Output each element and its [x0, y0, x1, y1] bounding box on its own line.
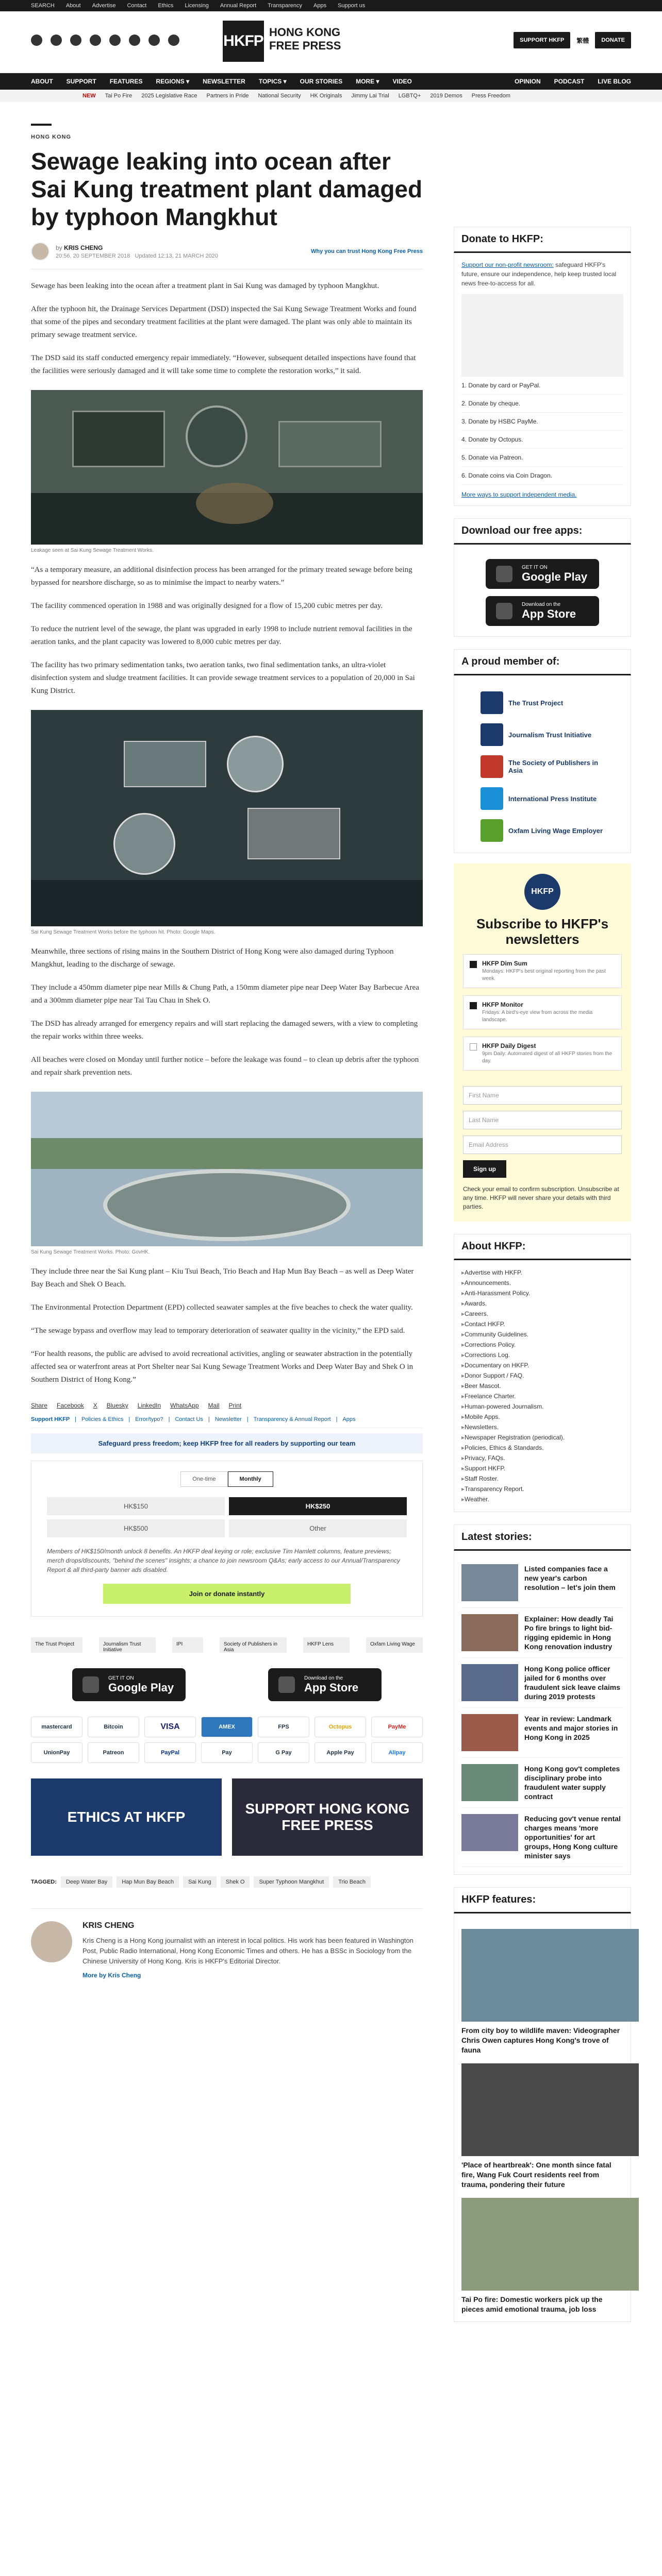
story-item[interactable]: Reducing gov't venue rental charges means 'more opportunities' for art groups, Hong Kong culture minister says — [461, 1808, 623, 1867]
article-paragraph: The facility commenced operation in 1988 and was originally designed for a flow of 15,200 cubic metres per day. — [31, 602, 383, 610]
sopa-logo[interactable]: Society of Publishers in Asia — [220, 1637, 287, 1653]
donate-panel — [454, 253, 631, 506]
app-store-button[interactable]: Download on the App Store — [268, 1668, 382, 1701]
app-store-button[interactable]: Download on the App Store — [486, 596, 599, 626]
donate-image — [461, 294, 623, 377]
share-linkedin[interactable]: LinkedIn — [137, 1402, 161, 1409]
oxfam-logo[interactable]: Oxfam Living Wage — [366, 1637, 423, 1653]
member-logo[interactable]: Oxfam Living Wage Employer — [481, 819, 604, 842]
article-paragraph: “The sewage bypass and overflow may lead to temporary deterioration of seawater quality in the vicinity,” the EPD said. — [31, 1327, 405, 1335]
nav-features[interactable]: FEATURES — [109, 78, 143, 85]
newsletter-signup — [454, 863, 631, 1222]
about-link[interactable]: ▸ Newsletters. — [461, 1422, 623, 1432]
payment-logo[interactable]: Pay — [201, 1742, 253, 1763]
sidebar — [454, 227, 631, 2322]
main-nav — [0, 73, 662, 90]
topbar-search[interactable]: SEARCH — [31, 3, 55, 9]
about-link[interactable]: ▸ Advertise with HKFP. — [461, 1267, 623, 1278]
tag[interactable]: Shek O — [221, 1876, 250, 1888]
member-logo[interactable]: Journalism Trust Initiative — [481, 723, 604, 747]
feature-image[interactable] — [461, 2198, 639, 2291]
about-link[interactable]: ▸ Staff Roster. — [461, 1473, 623, 1484]
checkbox-icon[interactable] — [470, 1043, 477, 1050]
trending-item[interactable]: 2025 Legislative Race — [141, 93, 197, 99]
author-link[interactable]: KRIS CHENG — [64, 244, 103, 251]
sidebar-heading: A proud member of: — [454, 649, 631, 675]
story-item[interactable]: Explainer: How deadly Tai Po fire brings to light bid-rigging epidemic in Hong Kong renovation industry — [461, 1608, 623, 1658]
feature-item[interactable]: Tai Po fire: Domestic workers pick up the pieces amid emotional trauma, job loss — [461, 2198, 623, 2314]
payment-logo[interactable]: AMEX — [201, 1717, 253, 1737]
about-link[interactable]: ▸ Contact HKFP. — [461, 1319, 623, 1329]
story-item[interactable]: Year in review: Landmark events and major stories in Hong Kong in 2025 — [461, 1708, 623, 1758]
first-name-input[interactable]: First Name — [463, 1086, 622, 1105]
article-category[interactable]: HONG KONG — [31, 134, 72, 140]
topbar-about[interactable]: About — [65, 3, 81, 9]
share-x[interactable]: X — [93, 1402, 97, 1409]
newsletter-heading: Subscribe to HKFP's newsletters — [476, 916, 609, 947]
donate-note: Members of HK$150/month unlock 8 benefits. An HKFP deal keying or role; exclusive Tim Hamlett columns, feature previews; merch drops/discounts, "behind the scenes" insights; a chance to join newsroom Q&As; early access to our Annual/Transparency Report & all third-party banner ads disabled. — [47, 1548, 400, 1573]
jti-icon — [481, 723, 503, 746]
features-list — [454, 1913, 631, 2322]
nav-topics[interactable]: TOPICS ▾ — [258, 78, 287, 85]
topbar-advertise[interactable]: Advertise — [92, 3, 116, 9]
payment-logo[interactable]: Alipay — [371, 1742, 423, 1763]
about-link[interactable]: ▸ Weather. — [461, 1494, 623, 1504]
payment-logo[interactable]: FPS — [258, 1717, 309, 1737]
trending-nav — [0, 90, 662, 102]
x-icon[interactable] — [51, 35, 62, 46]
about-link[interactable]: ▸ Documentary on HKFP. — [461, 1360, 623, 1370]
payment-logo[interactable]: Apple Pay — [315, 1742, 366, 1763]
more-ways-link[interactable]: More ways to support independent media. — [461, 491, 577, 498]
tag[interactable]: Super Typhoon Mangkhut — [254, 1876, 329, 1888]
sopa-icon — [481, 755, 503, 778]
about-link[interactable]: ▸ Privacy, FAQs. — [461, 1453, 623, 1463]
about-panel — [454, 1260, 631, 1512]
newsletter-option-monitor[interactable]: HKFP Monitor Fridays: A bird's-eye view from across the media landscape. — [463, 995, 622, 1029]
article-paragraph: All beaches were closed on Monday until further notice – before the leakage was found – to clean up debris after the typhoon and repair shark prevention nets. — [31, 1056, 419, 1077]
support-hkfp-button[interactable]: SUPPORT HKFP — [514, 32, 570, 48]
trending-item[interactable]: National Security — [258, 93, 301, 99]
feature-item[interactable]: 'Place of heartbreak': One month since fatal fire, Wang Fuk Court residents reel from trauma, pondering their future — [461, 2063, 623, 2190]
ipi-logo[interactable]: IPI — [172, 1637, 203, 1653]
instagram-icon[interactable] — [70, 35, 81, 46]
newsletter-option-daily-digest[interactable]: HKFP Daily Digest 9pm Daily: Automated digest of all HKFP stories from the day. — [463, 1037, 622, 1071]
author-name[interactable]: KRIS CHENG — [82, 1921, 135, 1930]
nav-podcast[interactable]: PODCAST — [554, 78, 585, 85]
threads-icon[interactable] — [90, 35, 101, 46]
nav-more[interactable]: MORE ▾ — [356, 78, 379, 85]
hkfp-lens-logo[interactable]: HKFP Lens — [303, 1637, 350, 1653]
topbar-ethics[interactable]: Ethics — [158, 3, 174, 9]
about-link[interactable]: ▸ Transparency Report. — [461, 1484, 623, 1494]
article-paragraph: They include a 450mm diameter pipe near Mills & Chung Path, a 150mm diameter pipe near Deep Water Bay Barbecue Area and a 300mm diameter pipe near Tai Tau Chau in Shek O. — [31, 984, 419, 1005]
payment-logo[interactable]: PayPal — [144, 1742, 196, 1763]
story-item[interactable]: Hong Kong police officer jailed for 6 months over fraudulent sick leave claims during 2019 protests — [461, 1658, 623, 1708]
members-panel — [454, 675, 631, 853]
google-play-icon — [82, 1676, 99, 1693]
about-link[interactable]: ▸ Announcements. — [461, 1278, 623, 1288]
newsletter-option-dim-sum[interactable]: HKFP Dim Sum Mondays: HKFP's best original reporting from the past week. — [463, 954, 622, 988]
about-link[interactable]: ▸ Beer Mascot. — [461, 1381, 623, 1391]
share-mail[interactable]: Mail — [208, 1402, 220, 1409]
feature-item[interactable]: From city boy to wildlife maven: Videographer Chris Owen captures Hong Kong's trove of fauna — [461, 1929, 623, 2055]
sidebar-heading: HKFP features: — [454, 1887, 631, 1913]
promo-banners — [31, 1778, 423, 1856]
member-logo[interactable]: International Press Institute — [481, 787, 604, 810]
footer-link[interactable]: Apps — [342, 1416, 356, 1422]
trust-logos-row — [31, 1637, 423, 1653]
support-banner[interactable]: Safeguard press freedom; keep HKFP free for all readers by supporting our team — [31, 1433, 423, 1453]
trending-item[interactable]: 2019 Demos — [430, 93, 462, 99]
payment-logo[interactable]: Patreon — [88, 1742, 139, 1763]
feature-image[interactable] — [461, 2063, 639, 2156]
payment-logo[interactable]: PayMe — [371, 1717, 423, 1737]
share-bluesky[interactable]: Bluesky — [106, 1402, 128, 1409]
trust-project-icon — [481, 691, 503, 714]
author-bio: Kris Cheng is a Hong Kong journalist with an interest in local politics. His work has been featured in Washington Post, Public Radio International, Hong Kong Economic Times and others. He has a BSSc in Sociology from the Chinese University of Hong Kong. Kris is HKFP's Editorial Director. — [82, 1937, 413, 1965]
story-thumbnail[interactable] — [461, 1664, 518, 1701]
sidebar-heading: Download our free apps: — [454, 518, 631, 545]
youtube-icon[interactable] — [109, 35, 121, 46]
article-paragraph: They include three near the Sai Kung plant – Kiu Tsui Beach, Trio Beach and Hap Mun Bay Beach – as well as Deep Water Bay Beach and Shek O Beach. — [31, 1267, 414, 1289]
figure-caption: Sai Kung Sewage Treatment Works before the typhoon hit. Photo: Google Maps. — [31, 929, 216, 935]
author-avatar[interactable] — [31, 242, 49, 261]
article-title: Sewage leaking into ocean after Sai Kung treatment plant damaged by typhoon Mangkhut — [31, 148, 423, 230]
nav-regions[interactable]: REGIONS ▾ — [156, 78, 190, 85]
payment-logo[interactable]: UnionPay — [31, 1742, 82, 1763]
footer-link[interactable]: Transparency & Annual Report — [253, 1416, 331, 1422]
publish-date: 20:56, 20 SEPTEMBER 2018 — [56, 252, 130, 259]
about-link[interactable]: ▸ Awards. — [461, 1298, 623, 1309]
author-box — [31, 1908, 423, 1979]
article-footer-links: Support HKFP | Policies & Ethics | Error/typo? | Contact Us | Newsletter | Transparency & Annual Report | Apps — [31, 1416, 423, 1428]
about-link[interactable]: ▸ Support HKFP. — [461, 1463, 623, 1473]
payment-methods — [31, 1717, 423, 1763]
footer-link[interactable]: Newsletter — [214, 1416, 242, 1422]
about-link[interactable]: ▸ Donor Support / FAQ. — [461, 1370, 623, 1381]
article-paragraph: “As a temporary measure, an additional disinfection process has been arranged for the primary treated sewage before being bypassed for nearshore discharge, so as to minimise the impact to nearby waters.” — [31, 566, 412, 587]
donate-intro-link[interactable]: Support our non-profit newsroom: — [461, 261, 554, 268]
social-links — [31, 35, 179, 46]
about-link[interactable]: ▸ Policies, Ethics & Standards. — [461, 1443, 623, 1453]
story-thumbnail[interactable] — [461, 1614, 518, 1651]
donate-button[interactable]: DONATE — [595, 32, 631, 48]
apps-panel — [454, 545, 631, 637]
article-figure — [31, 1092, 423, 1255]
more-by-author-link[interactable]: More by Kris Cheng — [82, 1972, 141, 1979]
article — [31, 124, 423, 1979]
site-header — [0, 11, 662, 73]
donate-method[interactable]: 4. Donate by Octopus. — [461, 431, 623, 449]
amount-option[interactable]: HK$500 — [47, 1519, 225, 1537]
ethics-promo[interactable]: ETHICS AT HKFP — [31, 1778, 222, 1856]
about-link[interactable]: ▸ Corrections Log. — [461, 1350, 623, 1360]
story-thumbnail[interactable] — [461, 1714, 518, 1751]
article-paragraph: “For health reasons, the public are advised to avoid recreational activities, angling or seawater abstraction in the potentially affected sea or waterfront areas at Port Shelter near Sai Kung Sewage Treatment Works and Deep Water Bay and Shek O in Southern District of Hong Kong.” — [31, 1350, 413, 1384]
share-row — [31, 1402, 423, 1409]
apple-icon — [278, 1676, 295, 1693]
rss-icon[interactable] — [168, 35, 179, 46]
nav-about[interactable]: ABOUT — [31, 78, 53, 85]
member-logo[interactable]: The Society of Publishers in Asia — [481, 755, 604, 778]
updated-date: Updated 12:13, 21 MARCH 2020 — [135, 252, 218, 259]
newsletter-note: Check your email to confirm subscription. Unsubscribe at any time. HKFP will never share your details with third parties. — [463, 1185, 619, 1210]
topbar-licensing[interactable]: Licensing — [185, 3, 209, 9]
footer-link[interactable]: Policies & Ethics — [81, 1416, 124, 1422]
article-paragraph: The facility has two primary sedimentation tanks, two aeration tanks, two final sedimentation tanks, an ultra-violet disinfection system and sludge treatment facilities. It can provide sewage treatment services to a population of 20,000 in Sai Kung District. — [31, 661, 415, 695]
newsletter-logo: HKFP — [524, 874, 560, 910]
byline-prefix: by — [56, 244, 62, 251]
about-link[interactable]: ▸ Anti-Harassment Policy. — [461, 1288, 623, 1298]
footer-link[interactable]: Support HKFP — [31, 1416, 70, 1422]
payment-logo[interactable]: Bitcoin — [88, 1717, 139, 1737]
story-thumbnail[interactable] — [461, 1814, 518, 1851]
tag[interactable]: Trio Beach — [333, 1876, 371, 1888]
ipi-icon — [481, 787, 503, 810]
language-switch[interactable]: 繁體 — [576, 37, 589, 44]
trust-link[interactable]: Why you can trust Hong Kong Free Press — [311, 248, 423, 255]
donate-widget — [31, 1461, 423, 1617]
site-logo[interactable]: HKFP — [223, 21, 264, 62]
footer-link[interactable]: Contact Us — [175, 1416, 203, 1422]
topbar-contact[interactable]: Contact — [127, 3, 147, 9]
telegram-icon[interactable] — [129, 35, 140, 46]
article-paragraph: To reduce the nutrient level of the sewage, the plant was upgraded in early 1998 to include nutrient removal facilities in the aeration tanks, and the plant capacity was lowered to 8,000 cubic metres per day. — [31, 625, 412, 646]
article-paragraph: The Environmental Protection Department (EPD) collected seawater samples at the five beaches to check the water quality. — [31, 1303, 413, 1312]
story-item[interactable]: Hong Kong gov't completes disciplinary probe into fraudulent water supply contract — [461, 1758, 623, 1808]
new-badge: NEW — [82, 93, 96, 99]
nav-support[interactable]: SUPPORT — [66, 78, 96, 85]
story-thumbnail[interactable] — [461, 1764, 518, 1801]
nav-our-stories[interactable]: OUR STORIES — [300, 78, 343, 85]
share-whatsapp[interactable]: WhatsApp — [170, 1402, 199, 1409]
tags-label: TAGGED: — [31, 1879, 57, 1885]
sewage-leak-photo[interactable] — [31, 390, 423, 545]
article-paragraph: The DSD has already arranged for emergency repairs and will start replacing the damaged sewers, with a view to completing the repair works within three weeks. — [31, 1020, 418, 1041]
top-utility-bar — [0, 0, 662, 11]
google-maps-aerial-photo[interactable] — [31, 710, 423, 926]
member-logo[interactable]: The Trust Project — [481, 691, 604, 715]
donate-method[interactable]: 2. Donate by cheque. — [461, 395, 623, 413]
nav-opinion[interactable]: OPINION — [514, 78, 541, 85]
footer-link[interactable]: Error/typo? — [135, 1416, 163, 1422]
checkbox-icon[interactable] — [470, 1002, 477, 1009]
google-play-button[interactable]: GET IT ON Google Play — [72, 1668, 186, 1701]
payment-logo[interactable]: VISA — [144, 1717, 196, 1737]
join-donate-button[interactable]: Join or donate instantly — [103, 1584, 351, 1604]
article-paragraph: Meanwhile, three sections of rising mains in the Southern District of Hong Kong were also damaged during Typhoon Mangkhut, leading to the discharge of sewage. — [31, 947, 394, 969]
sidebar-heading: Donate to HKFP: — [454, 227, 631, 253]
figure-caption: Leakage seen at Sai Kung Sewage Treatment Works. — [31, 548, 154, 553]
linkedin-icon[interactable] — [148, 35, 160, 46]
trending-item[interactable]: Press Freedom — [471, 93, 510, 99]
facebook-icon[interactable] — [31, 35, 42, 46]
title-accent-bar — [31, 124, 52, 126]
sidebar-heading: About HKFP: — [454, 1234, 631, 1260]
article-figure — [31, 390, 423, 553]
nav-newsletter[interactable]: NEWSLETTER — [203, 78, 245, 85]
trending-item[interactable]: Tai Po Fire — [105, 93, 133, 99]
treatment-works-photo[interactable] — [31, 1092, 423, 1246]
share-facebook[interactable]: Facebook — [57, 1402, 84, 1409]
payment-logo[interactable]: Octopus — [315, 1717, 366, 1737]
payment-logo[interactable]: G Pay — [258, 1742, 309, 1763]
nav-video[interactable]: VIDEO — [392, 78, 412, 85]
tag[interactable]: Sai Kung — [183, 1876, 217, 1888]
checkbox-icon[interactable] — [470, 961, 477, 968]
support-promo[interactable]: SUPPORT HONG KONG FREE PRESS — [232, 1778, 423, 1856]
topbar-transparency[interactable]: Transparency — [268, 3, 302, 9]
trending-item[interactable]: Jimmy Lai Trial — [351, 93, 389, 99]
amount-option-other[interactable]: Other — [229, 1519, 407, 1537]
topbar-annual-report[interactable]: Annual Report — [220, 3, 257, 9]
site-brand-name[interactable]: HONG KONG FREE PRESS — [269, 26, 341, 52]
trending-item[interactable]: HK Originals — [310, 93, 342, 99]
nav-live-blog[interactable]: LIVE BLOG — [598, 78, 631, 85]
freq-one-time[interactable]: One-time — [180, 1471, 227, 1487]
about-link[interactable]: ▸ Careers. — [461, 1309, 623, 1319]
topbar-apps[interactable]: Apps — [313, 3, 327, 9]
about-link[interactable]: ▸ Human-powered Journalism. — [461, 1401, 623, 1412]
payment-logo[interactable]: mastercard — [31, 1717, 82, 1737]
share-label: Share — [31, 1402, 48, 1409]
amount-option[interactable]: HK$150 — [47, 1497, 225, 1515]
story-item[interactable]: Listed companies face a new year's carbon resolution – let's join them — [461, 1558, 623, 1608]
about-link[interactable]: ▸ Corrections Policy. — [461, 1340, 623, 1350]
author-photo[interactable] — [31, 1921, 72, 1962]
byline — [31, 242, 423, 269]
about-link[interactable]: ▸ Mobile Apps. — [461, 1412, 623, 1422]
trending-item[interactable]: LGBTQ+ — [398, 93, 421, 99]
story-thumbnail[interactable] — [461, 1564, 518, 1601]
trending-item[interactable]: Partners in Pride — [206, 93, 249, 99]
tag[interactable]: Hap Mun Bay Beach — [117, 1876, 179, 1888]
figure-caption: Sai Kung Sewage Treatment Works. Photo: GovHK. — [31, 1249, 150, 1255]
trust-project-logo[interactable]: The Trust Project — [31, 1637, 82, 1653]
amount-option-selected[interactable]: HK$250 — [229, 1497, 407, 1515]
feature-image[interactable] — [461, 1929, 639, 2022]
topbar-support[interactable]: Support us — [338, 3, 366, 9]
donate-method[interactable]: 1. Donate by card or PayPal. — [461, 377, 623, 395]
about-link[interactable]: ▸ Community Guidelines. — [461, 1329, 623, 1340]
sidebar-heading: Latest stories: — [454, 1524, 631, 1551]
about-link[interactable]: ▸ Newspaper Registration (periodical). — [461, 1432, 623, 1443]
donate-method[interactable]: 6. Donate coins via Coin Dragon. — [461, 467, 623, 485]
tag[interactable]: Deep Water Bay — [61, 1876, 112, 1888]
freq-monthly[interactable]: Monthly — [228, 1471, 273, 1487]
last-name-input[interactable]: Last Name — [463, 1111, 622, 1129]
article-paragraph: After the typhoon hit, the Drainage Services Department (DSD) inspected the Sai Kung Sewage Treatment Works and found that some of the pipes and secondary treatment facilities at the plant were damaged. The plant was only able to maintain its primary sewage treatment service. — [31, 305, 417, 339]
donate-intro-text: safeguard HKFP's future, ensure our independence, help keep trusted local news free-to-access for all. — [461, 261, 617, 287]
donate-method[interactable]: 5. Donate via Patreon. — [461, 449, 623, 467]
article-figure — [31, 710, 423, 935]
donate-method[interactable]: 3. Donate by HSBC PayMe. — [461, 413, 623, 431]
apple-icon — [496, 603, 512, 619]
google-play-button[interactable]: GET IT ON Google Play — [486, 559, 599, 589]
article-paragraph: Sewage has been leaking into the ocean after a treatment plant in Sai Kung was damaged by typhoon Mangkhut. — [31, 282, 379, 290]
about-link[interactable]: ▸ Freelance Charter. — [461, 1391, 623, 1401]
jti-logo[interactable]: Journalism Trust Initiative — [99, 1637, 156, 1653]
google-play-icon — [496, 566, 512, 582]
latest-stories — [454, 1551, 631, 1875]
app-store-buttons — [31, 1668, 423, 1701]
article-paragraph: The DSD said its staff conducted emergency repair immediately. “However, subsequent detailed inspections have found that the facilities were seriously damaged and it will take some time to complete the restoration works,” it said. — [31, 354, 416, 375]
article-tags — [31, 1876, 423, 1888]
signup-button[interactable]: Sign up — [463, 1160, 506, 1178]
oxfam-icon — [481, 819, 503, 842]
email-input[interactable]: Email Address — [463, 1136, 622, 1154]
share-print[interactable]: Print — [228, 1402, 242, 1409]
